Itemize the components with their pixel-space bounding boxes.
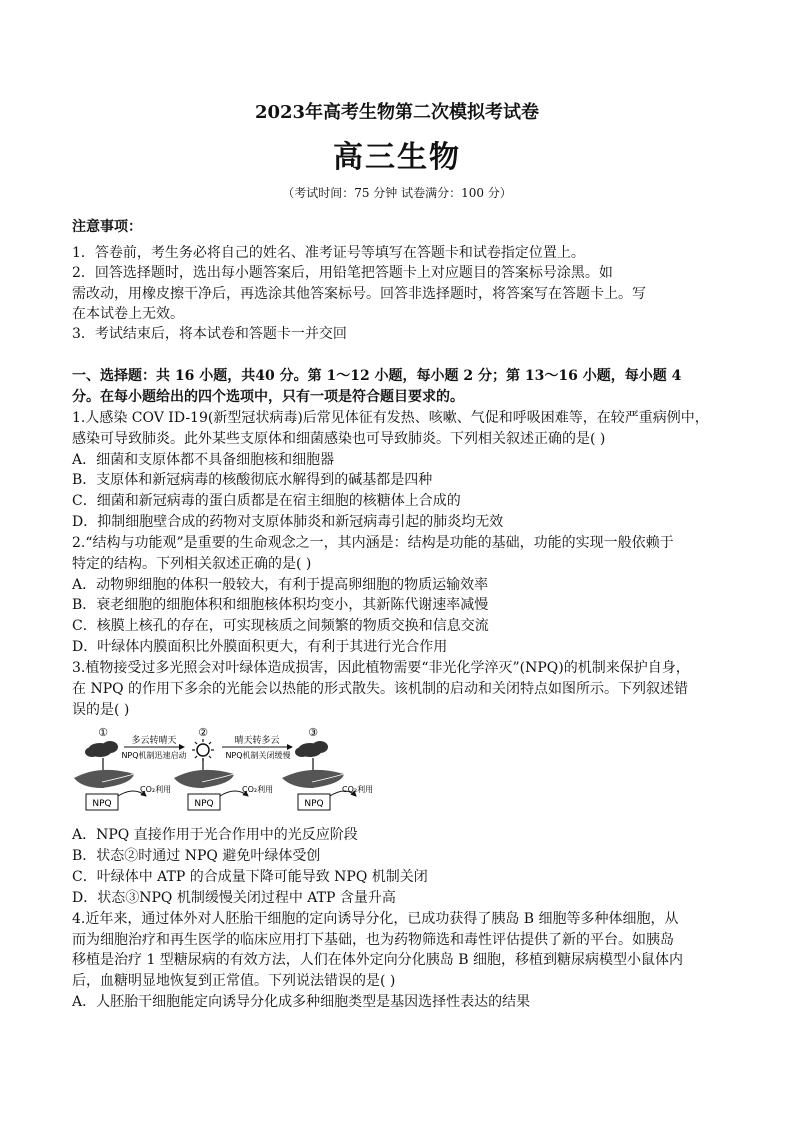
question-3-option-a: A．NPQ 直接作用于光合作用中的光反应阶段: [72, 827, 358, 843]
question-4-stem: 后，血糖明显地恢复到正常值。下列说法错误的是( ): [72, 973, 396, 989]
note-line: 需改动，用橡皮擦干净后，再选涂其他答案标号。回答非选择题时，将答案写在答题卡上。写: [72, 286, 646, 302]
question-3-option-b: B．状态②时通过 NPQ 避免叶绿体受创: [72, 848, 321, 864]
note-line: 1．答卷前，考生务必将自己的姓名、准考证号等填写在答题卡和试卷指定位置上。: [72, 245, 585, 261]
question-3-stem: 3.植物接受过多光照会对叶绿体造成损害，因此植物需要“非光化学淬灭”(NPQ)的机制来保护自身，: [72, 660, 690, 676]
leaf-unit-2: [174, 758, 273, 810]
question-3-stem: 在 NPQ 的作用下多余的光能会以热能的形式散失。该机制的启动和关闭特点如图所示。下列叙述错: [72, 681, 689, 697]
question-4-option-a: A．人胚胎干细胞能定向诱导分化成多种细胞类型是基因选择性表达的结果: [72, 994, 531, 1010]
exam-title: 2023年高考生物第二次模拟考试卷: [254, 102, 540, 123]
question-3-option-d: D．状态③NPQ 机制缓慢关闭过程中 ATP 含量升高: [72, 890, 396, 906]
co2-label: CO₂利用: [140, 785, 172, 794]
note-line: 2．回答选择题时，选出每小题答案后，用铅笔把答题卡上对应题目的答案标号涂黑。如: [72, 265, 613, 281]
question-1-option-c: C．细菌和新冠病毒的蛋白质都是在宿主细胞的核糖体上合成的: [72, 493, 461, 509]
transition-label: 多云转晴天: [131, 736, 177, 746]
exam-info: （考试时间：75 分钟 试卷满分：100 分）: [282, 186, 512, 200]
npq-box-label: NPQ: [304, 799, 324, 809]
co2-label: CO₂利用: [242, 785, 274, 794]
mechanism-label: NPQ机制迅速启动: [121, 751, 187, 760]
mechanism-label: NPQ机制关闭缓慢: [225, 751, 291, 760]
question-2-stem: 特定的结构。下列相关叙述正确的是( ): [72, 556, 312, 572]
question-2-option-d: D．叶绿体内膜面积比外膜面积更大，有利于其进行光合作用: [72, 639, 448, 655]
leaf-unit-1: [74, 758, 171, 810]
subject-title: 高三生物: [333, 140, 461, 175]
question-1-option-b: B．支原体和新冠病毒的核酸彻底水解得到的碱基都是四种: [72, 472, 433, 488]
npq-box-label: NPQ: [92, 799, 112, 809]
sun-icon: [192, 739, 214, 761]
co2-label: CO₂利用: [342, 785, 374, 794]
question-1-option-a: A．细菌和支原体都不具备细胞核和细胞器: [72, 452, 335, 468]
cloud-icon: [85, 741, 118, 757]
note-line: 在本试卷上无效。: [72, 306, 184, 322]
cloud-icon: [295, 741, 328, 757]
question-3-option-c: C．叶绿体中 ATP 的合成量下降可能导致 NPQ 机制关闭: [72, 869, 428, 885]
question-4-stem: 4.近年来，通过体外对人胚胎干细胞的定向诱导分化，已成功获得了胰岛 B 细胞等多种体细胞，从: [72, 911, 679, 927]
state-label: ①: [98, 726, 108, 739]
leaf-unit-3: [282, 758, 373, 810]
section-heading: 一、选择题：共 16 小题，共40 分。第 1～12 小题，每小题 2 分；第 13～16 小题，每小题 4: [72, 368, 682, 384]
question-2-option-a: A．动物卵细胞的体积一般较大，有利于提高卵细胞的物质运输效率: [72, 577, 489, 593]
question-2-option-c: C．核膜上核孔的存在，可实现核质之间频繁的物质交换和信息交流: [72, 618, 489, 634]
state-label: ③: [308, 726, 318, 739]
npq-box-label: NPQ: [194, 799, 214, 809]
state-label: ②: [198, 726, 208, 739]
question-2-option-b: B．衰老细胞的细胞体积和细胞核体积均变小，其新陈代谢速率减慢: [72, 597, 489, 613]
question-4-stem: 移植是治疗 1 型糖尿病的有效方法，人们在体外定向分化胰岛 B 细胞，移植到糖尿病模型小鼠体内: [72, 952, 683, 968]
transition-label: 晴天转多云: [234, 736, 280, 746]
section-heading: 分。在每小题给出的四个选项中，只有一项是符合题目要求的。: [72, 389, 464, 405]
question-3-stem: 误的是( ): [72, 702, 130, 718]
question-1-stem: 感染可导致肺炎。此外某些支原体和细菌感染也可导致肺炎。下列相关叙述正确的是( ): [72, 431, 606, 447]
question-1-stem: 1.人感染 COV ID-19(新型冠状病毒)后常见体征有发热、咳嗽、气促和呼吸困难等，在较严重病例中，: [72, 410, 709, 426]
npq-mechanism-figure: [72, 726, 384, 818]
notes-heading: 注意事项：: [72, 219, 142, 235]
question-4-stem: 而为细胞治疗和再生医学的临床应用打下基础，也为药物筛选和毒性评估提供了新的平台。如胰岛: [72, 932, 674, 948]
question-2-stem: 2.“结构与功能观”是重要的生命观念之一，其内涵是：结构是功能的基础，功能的实现一般依赖于: [72, 535, 674, 551]
question-1-option-d: D．抑制细胞壁合成的药物对支原体肺炎和新冠病毒引起的肺炎均无效: [72, 514, 504, 530]
note-line: 3．考试结束后，将本试卷和答题卡一并交回: [72, 326, 347, 342]
